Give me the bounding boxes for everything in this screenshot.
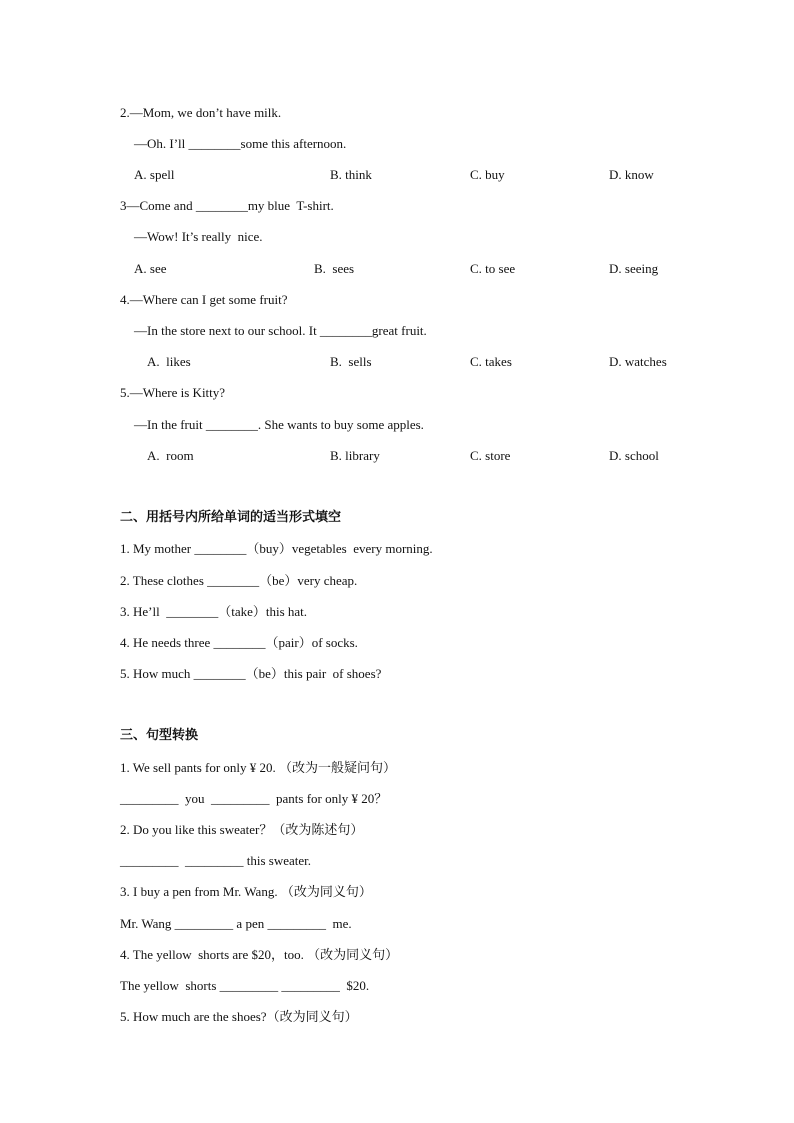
option-c[interactable]: C. buy xyxy=(470,167,505,182)
question-5-options xyxy=(0,448,794,544)
option-d[interactable]: D. watches xyxy=(609,354,667,369)
option-d[interactable]: D. school xyxy=(609,448,659,463)
option-b[interactable]: B. sells xyxy=(330,354,372,369)
option-a[interactable]: A. spell xyxy=(134,167,175,182)
option-c[interactable]: C. to see xyxy=(470,261,516,276)
option-b[interactable]: B. think xyxy=(330,167,372,182)
option-a[interactable]: A. see xyxy=(134,261,167,276)
option-d[interactable]: D. know xyxy=(609,167,654,182)
option-c[interactable]: C. takes xyxy=(470,354,512,369)
option-a[interactable]: A. likes xyxy=(147,354,191,369)
question-2-options xyxy=(0,167,794,263)
worksheet-page: 2.—Mom, we don’t have milk. —Oh. I’ll ________some this afternoon. A. spell B. think C. buy D. know 3—Come and ________my blue T-shirt. —Wow! It’s really nice. A. see B. sees C. to see D. seeing 4.—Where can I get some fruit? —In the store next to our school. It ________great fruit. A. likes B. sells C. takes D. watches 5.—Where is Kitty? —In the fruit ________. She wants to buy some apples. A. room B. library C. store D. school 二、用括号内所给单词的适当形式填空 1. My mother ________（buy）vegetables every morning. 2. These clothes ________（be）very cheap. 3. He’ll ________（take）this hat. 4. He needs three ________（pair）of socks. 5. How much ________（be）this pair of shoes? 三、句型转换 1. We sell pants for only ¥ 20. （改为一般疑问句） _________ you _________ pants for only ¥ 20？ 2. Do you like this sweater？（改为陈述句） _________ _________ this sweater. 3. I buy a pen from Mr. Wang. （改为同义句） Mr. Wang _________ a pen _________ me. 4. The yellow shorts are $20，too. （改为同义句） The yellow shorts _________ _________ $20. 5. How much are the shoes?（改为同义句） xyxy=(0,0,794,1123)
option-b[interactable]: B. sees xyxy=(314,261,355,276)
question-4-options xyxy=(0,354,794,450)
option-d[interactable]: D. seeing xyxy=(609,261,659,276)
option-b[interactable]: B. library xyxy=(330,448,380,463)
option-c[interactable]: C. store xyxy=(470,448,511,463)
question-3-options xyxy=(0,261,794,357)
option-a[interactable]: A. room xyxy=(147,448,194,463)
